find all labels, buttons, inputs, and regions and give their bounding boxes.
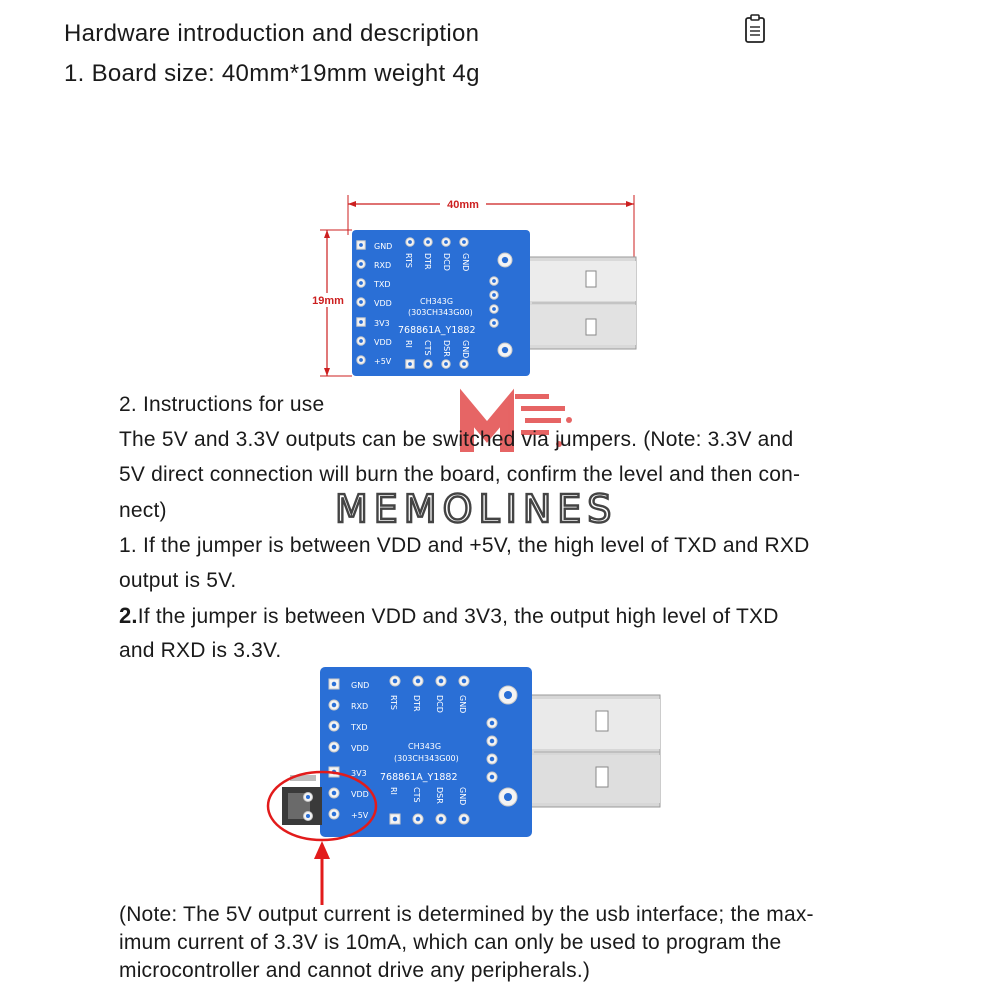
pin-label: RXD [351, 702, 369, 711]
pin-hole-center [359, 243, 363, 247]
pin-hole-center [332, 745, 337, 750]
pin-hole-center [332, 812, 337, 817]
note-paragraph [119, 901, 919, 985]
item-2-text: If the jumper is between VDD and 3V3, the output high level of TXD [137, 605, 779, 628]
note-line: microcontroller and cannot drive any peripherals.) [119, 959, 591, 982]
pin-hole-center [502, 347, 508, 353]
pin-hole-center [462, 362, 466, 366]
pin-label: RI [404, 340, 413, 348]
pin-label: TXD [374, 280, 391, 289]
pin-hole-center [444, 240, 448, 244]
pin-hole-center [439, 817, 444, 822]
pin-label: VDD [374, 299, 392, 308]
instructions-line: nect) [119, 499, 167, 522]
pin-hole-center [439, 679, 444, 684]
pin-hole-center [332, 724, 337, 729]
chip-label: CH343G [420, 297, 454, 306]
pin-label: GND [351, 681, 370, 690]
pin-label: RXD [374, 261, 392, 270]
pin-label: RTS [389, 695, 398, 710]
watermark-text: MEMOLINES [335, 487, 618, 530]
note-line: imum current of 3.3V is 10mA, which can only be used to program the [119, 931, 782, 954]
pin-hole-center [426, 240, 430, 244]
pin-hole-center [306, 795, 310, 799]
pin-label: +5V [351, 811, 369, 820]
pin-hole-center [504, 793, 512, 801]
pin-hole-center [462, 240, 466, 244]
pin-hole-center [359, 300, 363, 304]
pin-hole-center [393, 679, 398, 684]
pin-label: 3V3 [351, 769, 367, 778]
clipboard-icon [744, 14, 766, 44]
pin-hole-center [492, 321, 496, 325]
pin-hole-center [462, 679, 467, 684]
pin-label: GND [461, 253, 470, 272]
instruction-item-1-cont: output is 5V. [119, 569, 237, 592]
pin-hole-center [359, 262, 363, 266]
pin-hole-center [359, 358, 363, 362]
pin-label: DSR [435, 787, 444, 804]
pin-hole-center [502, 257, 508, 263]
pin-label: TXD [351, 723, 368, 732]
page-title: Hardware introduction and description [64, 20, 480, 47]
pin-hole-center [393, 817, 398, 822]
pin-hole-center [490, 775, 495, 780]
pin-hole-center [492, 279, 496, 283]
item-2-number: 2. [119, 603, 138, 628]
pin-label: DSR [442, 340, 451, 357]
board-dimension-diagram [300, 185, 650, 385]
pin-label: DCD [435, 695, 444, 713]
pin-hole-center [332, 682, 337, 687]
pin-hole-center [490, 757, 495, 762]
instructions-heading: 2. Instructions for use [119, 393, 325, 416]
pin-label: DTR [412, 695, 421, 712]
pin-label: GND [458, 695, 467, 714]
pin-hole-center [492, 293, 496, 297]
pin-hole-center [306, 814, 310, 818]
pin-label: 3V3 [374, 319, 390, 328]
pin-hole-center [444, 362, 448, 366]
pin-hole-center [462, 817, 467, 822]
pin-hole-center [408, 240, 412, 244]
pin-label: RI [389, 787, 398, 795]
pin-hole-center [332, 791, 337, 796]
pin-hole-center [408, 362, 412, 366]
board-code: 768861A_Y1882 [398, 325, 476, 336]
height-dimension-label: 19mm [312, 295, 344, 307]
note-line: (Note: The 5V output current is determined by the usb interface; the max- [119, 903, 814, 926]
instruction-item-2 [119, 598, 919, 634]
pin-label: DCD [442, 253, 451, 271]
pin-label: GND [458, 787, 467, 806]
instruction-item-1: 1. If the jumper is between VDD and +5V, the high level of TXD and RXD [119, 534, 810, 557]
jumper-board-diagram [262, 665, 672, 905]
pin-hole-center [490, 721, 495, 726]
pin-label: GND [461, 340, 470, 359]
width-dimension-label: 40mm [447, 199, 479, 211]
pin-label: VDD [374, 338, 392, 347]
pin-hole-center [492, 307, 496, 311]
instruction-item-2-cont: and RXD is 3.3V. [119, 639, 282, 662]
instructions-line: The 5V and 3.3V outputs can be switched via jumpers. (Note: 3.3V and [119, 428, 794, 451]
pin-label: RTS [404, 253, 413, 268]
pin-label: CTS [412, 787, 421, 803]
pin-label: CTS [423, 340, 432, 356]
pin-hole-center [359, 281, 363, 285]
chip-label: CH343G [408, 742, 442, 751]
pin-hole-center [504, 691, 512, 699]
pin-label: VDD [351, 790, 369, 799]
pin-hole-center [416, 817, 421, 822]
pin-label: GND [374, 242, 393, 251]
pin-hole-center [359, 339, 363, 343]
pin-label: +5V [374, 357, 392, 366]
instructions-line: 5V direct connection will burn the board, confirm the level and then con- [119, 463, 801, 486]
board-code: 768861A_Y1882 [380, 772, 458, 783]
pin-label: VDD [351, 744, 369, 753]
chip-part-label: (303CH343G00) [408, 308, 473, 317]
pin-hole-center [416, 679, 421, 684]
pin-hole-center [426, 362, 430, 366]
pin-label: DTR [423, 253, 432, 270]
pin-hole-center [332, 703, 337, 708]
chip-part-label: (303CH343G00) [394, 754, 459, 763]
board-size-text: 1. Board size: 40mm*19mm weight 4g [64, 60, 480, 87]
pin-hole-center [359, 320, 363, 324]
pin-hole-center [490, 739, 495, 744]
